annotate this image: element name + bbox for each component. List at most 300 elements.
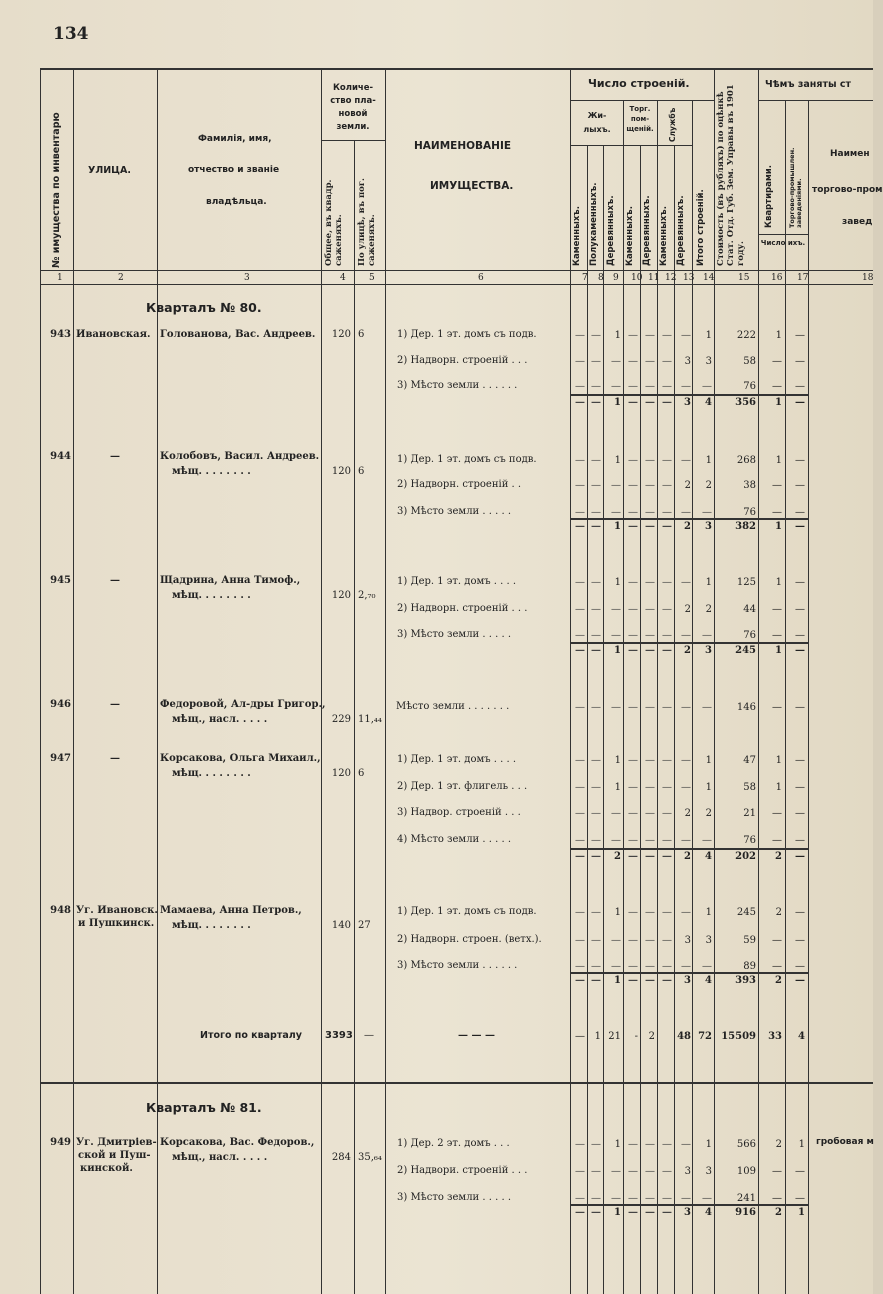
- column-number: 2: [118, 273, 124, 283]
- item-empty-dash: —: [628, 755, 638, 766]
- column-number: 11: [648, 273, 660, 283]
- item-empty-dash: —: [645, 702, 655, 713]
- subtotal-rule: [570, 972, 808, 974]
- property-item: 2) Надвори. строеній . . .: [397, 1165, 528, 1176]
- item-empty-dash: —: [662, 782, 672, 793]
- item-c17: —: [795, 397, 805, 408]
- item-empty-dash: —: [662, 577, 672, 588]
- item-empty-dash: —: [591, 755, 601, 766]
- item-empty-dash: —: [702, 1193, 712, 1204]
- item-empty-dash: —: [591, 782, 601, 793]
- item-empty-dash: —: [645, 397, 655, 408]
- item-empty-dash: —: [591, 521, 601, 532]
- item-empty-dash: —: [662, 507, 672, 518]
- owner-name: Голованова, Вас. Андреев.: [160, 329, 316, 340]
- item-c9: 1: [614, 782, 621, 793]
- item-empty-dash: —: [662, 645, 672, 656]
- item-empty-dash: —: [645, 1193, 655, 1204]
- column-number: 6: [478, 273, 484, 283]
- item-c14: 2: [705, 808, 712, 819]
- item-c16: 2: [775, 1207, 782, 1218]
- item-c14: 2: [705, 480, 712, 491]
- item-empty-dash: —: [591, 808, 601, 819]
- item-c14: 1: [705, 330, 712, 341]
- owner-front: 6: [358, 466, 365, 477]
- item-c15: 146: [736, 702, 756, 713]
- column-number: 8: [598, 273, 604, 283]
- item-empty-dash: —: [611, 961, 621, 972]
- item-empty-dash: —: [575, 835, 585, 846]
- header-stone-trade: Каменныхъ.: [625, 206, 635, 266]
- item-empty-dash: —: [681, 782, 691, 793]
- item-empty-dash: —: [645, 645, 655, 656]
- header-qty-l3: новой: [338, 109, 368, 119]
- item-empty-dash: —: [591, 1207, 601, 1218]
- column-number: 16: [771, 273, 783, 283]
- item-empty-dash: —: [591, 604, 601, 615]
- header-occupied: Чѣмъ заняты ст: [765, 79, 852, 90]
- item-c16: —: [772, 702, 782, 713]
- item-empty-dash: —: [575, 630, 585, 641]
- item-empty-dash: —: [645, 907, 655, 918]
- item-empty-dash: —: [645, 961, 655, 972]
- item-empty-dash: —: [611, 480, 621, 491]
- header-wood-living: Деревянныхъ.: [606, 195, 616, 266]
- item-empty-dash: —: [645, 507, 655, 518]
- item-empty-dash: —: [628, 1166, 638, 1177]
- item-c15: 21: [743, 808, 756, 819]
- item-empty-dash: —: [611, 935, 621, 946]
- subtotal-rule: [570, 518, 808, 520]
- header-qty-l2: ство пла-: [330, 96, 376, 106]
- item-c17: —: [795, 755, 805, 766]
- header-count: Число ихъ.: [760, 239, 806, 247]
- item-c17: —: [795, 381, 805, 392]
- item-c15: 393: [735, 975, 756, 986]
- owner-inventory-number: 949: [50, 1137, 71, 1148]
- column-number: 10: [631, 273, 643, 283]
- item-c16: 2: [775, 851, 782, 862]
- item-c14: 1: [705, 577, 712, 588]
- item-c16: 1: [775, 782, 782, 793]
- property-item: 2) Надворн. строеній . .: [397, 479, 522, 490]
- column-number: 18: [862, 273, 874, 283]
- item-c16: —: [772, 808, 782, 819]
- item-c9: 1: [614, 645, 621, 656]
- item-empty-dash: —: [645, 975, 655, 986]
- item-empty-dash: —: [591, 1193, 601, 1204]
- item-empty-dash: —: [645, 630, 655, 641]
- item-empty-dash: —: [575, 755, 585, 766]
- item-empty-dash: —: [681, 1139, 691, 1150]
- owner-street: —: [110, 699, 120, 710]
- item-empty-dash: —: [662, 521, 672, 532]
- item-empty-dash: —: [662, 381, 672, 392]
- item-c13: 2: [684, 521, 691, 532]
- owner-title: мѣщ., насл. . . . .: [172, 714, 268, 725]
- header-owner-l1: Фамилія, имя,: [198, 134, 272, 144]
- item-empty-dash: —: [645, 1139, 655, 1150]
- item-empty-dash: —: [628, 782, 638, 793]
- item-empty-dash: —: [702, 381, 712, 392]
- column-number: 13: [683, 273, 695, 283]
- item-c17: —: [795, 1193, 805, 1204]
- item-c17: —: [795, 782, 805, 793]
- item-c13: 3: [684, 1166, 691, 1177]
- property-item: 3) Мѣсто земли . . . . .: [397, 506, 511, 517]
- item-c13: 2: [684, 808, 691, 819]
- column-number: 5: [369, 273, 375, 283]
- item-c16: —: [772, 935, 782, 946]
- item-c15: 109: [736, 1166, 756, 1177]
- item-c14: 3: [705, 521, 712, 532]
- item-empty-dash: —: [645, 1207, 655, 1218]
- item-empty-dash: —: [611, 702, 621, 713]
- item-empty-dash: —: [645, 330, 655, 341]
- item-c17: —: [795, 577, 805, 588]
- item-c9: 1: [614, 1139, 621, 1150]
- item-empty-dash: —: [628, 480, 638, 491]
- item-c9: 2: [614, 851, 621, 862]
- item-c17: —: [795, 356, 805, 367]
- item-empty-dash: —: [702, 630, 712, 641]
- item-c16: 1: [775, 455, 782, 466]
- item-c17: —: [795, 907, 805, 918]
- item-c14: 1: [705, 1139, 712, 1150]
- item-c13: 3: [684, 397, 691, 408]
- item-empty-dash: —: [628, 907, 638, 918]
- header-property-l1: НАИМЕНОВАНІЕ: [414, 140, 512, 152]
- item-empty-dash: —: [628, 1139, 638, 1150]
- item-c17: —: [795, 1166, 805, 1177]
- item-c15: 356: [735, 397, 756, 408]
- quarter-total-front: —: [364, 1030, 374, 1041]
- property-item: 1) Дер. 1 эт. домъ съ подв.: [397, 906, 537, 917]
- owner-area: 120: [331, 590, 351, 601]
- property-item: 1) Дер. 1 эт. домъ съ подв.: [397, 454, 537, 465]
- item-c14: 3: [705, 1166, 712, 1177]
- item-empty-dash: —: [575, 356, 585, 367]
- header-col18-l3: завед: [842, 217, 873, 227]
- item-empty-dash: —: [681, 907, 691, 918]
- item-c17: —: [795, 851, 805, 862]
- item-empty-dash: —: [662, 604, 672, 615]
- quarter-total-area: 3393: [325, 1030, 353, 1041]
- item-c14: 3: [705, 356, 712, 367]
- item-c17: —: [795, 455, 805, 466]
- item-empty-dash: —: [662, 1193, 672, 1204]
- item-c17: —: [795, 835, 805, 846]
- item-empty-dash: —: [591, 356, 601, 367]
- header-trade-l3: щеній.: [626, 125, 654, 133]
- item-empty-dash: —: [662, 356, 672, 367]
- header-trade-enterprises: Торгово-промышлен. заведеніями.: [788, 147, 804, 228]
- owner-title: мѣщ. . . . . . . .: [172, 920, 251, 931]
- quarter-title: Кварталъ № 81.: [146, 1100, 262, 1115]
- item-empty-dash: —: [575, 521, 585, 532]
- item-c17: —: [795, 975, 805, 986]
- item-c16: —: [772, 630, 782, 641]
- owner-area: 120: [331, 329, 351, 340]
- item-empty-dash: —: [591, 630, 601, 641]
- item-c9: 1: [614, 577, 621, 588]
- quarter-total-label: Итого по кварталу: [200, 1030, 302, 1041]
- item-c15: 245: [736, 907, 756, 918]
- quarter-total-c11: 2: [648, 1031, 655, 1042]
- column-number: 14: [703, 273, 715, 283]
- item-empty-dash: —: [575, 1193, 585, 1204]
- item-empty-dash: —: [628, 1193, 638, 1204]
- item-empty-dash: —: [662, 961, 672, 972]
- item-c9: 1: [614, 1207, 621, 1218]
- item-empty-dash: —: [681, 630, 691, 641]
- property-item: 2) Надворн. строен. (ветх.).: [397, 934, 542, 945]
- quarter-total-c15: 15509: [721, 1031, 756, 1042]
- item-empty-dash: —: [611, 604, 621, 615]
- page-number: 134: [53, 24, 89, 44]
- item-empty-dash: —: [575, 577, 585, 588]
- header-property-l2: ИМУЩЕСТВА.: [430, 180, 514, 192]
- item-empty-dash: —: [645, 935, 655, 946]
- owner-inventory-number: 943: [50, 329, 71, 340]
- item-c15: 245: [735, 645, 756, 656]
- header-trade-l1: Торг.: [629, 105, 651, 113]
- item-empty-dash: —: [591, 645, 601, 656]
- item-c9: 1: [614, 397, 621, 408]
- item-empty-dash: —: [628, 935, 638, 946]
- owner-title: мѣщ. . . . . . . .: [172, 768, 251, 779]
- item-c15: 566: [736, 1139, 756, 1150]
- item-empty-dash: —: [702, 702, 712, 713]
- item-c16: 2: [775, 975, 782, 986]
- owner-front: 6: [358, 329, 365, 340]
- item-empty-dash: —: [575, 455, 585, 466]
- item-empty-dash: —: [681, 961, 691, 972]
- quarter-title: Кварталъ № 80.: [146, 300, 262, 315]
- owner-street: —: [110, 753, 120, 764]
- owner-front: 11,₄₄: [358, 714, 382, 725]
- item-empty-dash: —: [591, 961, 601, 972]
- item-empty-dash: —: [575, 1166, 585, 1177]
- item-empty-dash: —: [662, 851, 672, 862]
- quarter-total-c17: 4: [798, 1031, 805, 1042]
- item-c17: —: [795, 935, 805, 946]
- item-empty-dash: —: [591, 577, 601, 588]
- item-empty-dash: —: [575, 851, 585, 862]
- item-empty-dash: —: [591, 851, 601, 862]
- item-c17: —: [795, 808, 805, 819]
- owner-street-line3: кинской.: [80, 1163, 133, 1174]
- header-col18-l2: торгово-пром: [812, 185, 883, 195]
- item-empty-dash: —: [628, 702, 638, 713]
- item-c17: —: [795, 480, 805, 491]
- item-c13: 3: [684, 975, 691, 986]
- property-item: 4) Мѣсто земли . . . . .: [397, 834, 511, 845]
- item-empty-dash: —: [628, 1207, 638, 1218]
- owner-area: 284: [331, 1152, 351, 1163]
- header-inventory-number: № имущества по инвентарю: [51, 112, 62, 268]
- owner-name: Мамаева, Анна Петров.,: [160, 905, 302, 916]
- item-c16: —: [772, 1193, 782, 1204]
- item-empty-dash: —: [628, 330, 638, 341]
- item-empty-dash: —: [611, 808, 621, 819]
- item-empty-dash: —: [591, 455, 601, 466]
- item-c13: 2: [684, 645, 691, 656]
- item-c15: 59: [743, 935, 756, 946]
- item-empty-dash: —: [628, 521, 638, 532]
- item-c17: —: [795, 961, 805, 972]
- item-c15: 76: [743, 835, 756, 846]
- item-empty-dash: —: [662, 808, 672, 819]
- item-empty-dash: —: [575, 935, 585, 946]
- item-c15: 89: [743, 961, 756, 972]
- item-c15: 76: [743, 630, 756, 641]
- item-empty-dash: —: [591, 702, 601, 713]
- item-c16: 1: [775, 330, 782, 341]
- item-empty-dash: —: [662, 702, 672, 713]
- item-empty-dash: —: [662, 480, 672, 491]
- property-item: 1) Дер. 2 эт. домъ . . .: [397, 1138, 510, 1149]
- item-empty-dash: —: [611, 1193, 621, 1204]
- owner-area: 120: [331, 768, 351, 779]
- item-empty-dash: —: [681, 507, 691, 518]
- column-number: 1: [57, 273, 63, 283]
- item-c16: 1: [775, 397, 782, 408]
- header-owner-l3: владѣльца.: [206, 197, 267, 207]
- item-empty-dash: —: [611, 381, 621, 392]
- item-empty-dash: —: [628, 961, 638, 972]
- property-item: 2) Дер. 1 эт. флигель . . .: [397, 781, 528, 792]
- item-empty-dash: —: [662, 935, 672, 946]
- item-empty-dash: —: [681, 330, 691, 341]
- item-empty-dash: —: [591, 975, 601, 986]
- item-empty-dash: —: [662, 1166, 672, 1177]
- header-street-front: По улицѣ, въ пог. саженяхъ.: [357, 177, 377, 266]
- property-item: 1) Дер. 1 эт. домъ . . . .: [397, 576, 517, 587]
- item-c14: 4: [705, 1207, 712, 1218]
- item-empty-dash: —: [702, 835, 712, 846]
- header-wood-trade: Деревянныхъ.: [642, 195, 652, 266]
- item-empty-dash: —: [628, 808, 638, 819]
- item-empty-dash: —: [591, 935, 601, 946]
- item-empty-dash: —: [575, 975, 585, 986]
- owner-street: —: [110, 575, 120, 586]
- item-c9: 1: [614, 975, 621, 986]
- item-empty-dash: —: [662, 330, 672, 341]
- owner-name: Корсакова, Вас. Федоров.,: [160, 1137, 315, 1148]
- header-total-area: Общее, въ квадр. саженяхъ.: [324, 179, 344, 266]
- item-empty-dash: —: [628, 356, 638, 367]
- item-c14: 4: [705, 397, 712, 408]
- owner-street: Ивановская.: [76, 329, 151, 340]
- item-empty-dash: —: [575, 1139, 585, 1150]
- owner-title: мѣщ. . . . . . . .: [172, 590, 251, 601]
- item-empty-dash: —: [575, 397, 585, 408]
- item-c15: 916: [735, 1207, 756, 1218]
- item-empty-dash: —: [645, 381, 655, 392]
- column-number: 7: [582, 273, 588, 283]
- item-empty-dash: —: [591, 330, 601, 341]
- item-c16: —: [772, 480, 782, 491]
- column-number: 17: [797, 273, 809, 283]
- item-c13: 2: [684, 480, 691, 491]
- item-empty-dash: —: [702, 507, 712, 518]
- item-c14: 1: [705, 455, 712, 466]
- item-c14: 4: [705, 851, 712, 862]
- item-empty-dash: —: [628, 455, 638, 466]
- owner-area: 120: [331, 466, 351, 477]
- item-empty-dash: —: [628, 577, 638, 588]
- item-c14: 3: [705, 935, 712, 946]
- property-item: 3) Мѣсто земли . . . . .: [397, 629, 511, 640]
- header-apartments: Квартирами.: [764, 165, 774, 228]
- property-item: 3) Мѣсто земли . . . . .: [397, 1192, 511, 1203]
- item-empty-dash: —: [662, 1207, 672, 1218]
- owner-front: 2,₇₀: [358, 590, 376, 601]
- item-c16: —: [772, 961, 782, 972]
- item-c17: —: [795, 645, 805, 656]
- item-c14: 1: [705, 782, 712, 793]
- owner-area: 140: [331, 920, 351, 931]
- item-c16: —: [772, 381, 782, 392]
- item-empty-dash: —: [611, 1166, 621, 1177]
- item-c17: —: [795, 702, 805, 713]
- item-c9: 1: [614, 755, 621, 766]
- owner-title: мѣщ. . . . . . . .: [172, 466, 251, 477]
- owner-name: Щадрина, Анна Тимоф.,: [160, 575, 301, 586]
- item-empty-dash: —: [681, 455, 691, 466]
- subtotal-rule: [570, 848, 808, 850]
- item-empty-dash: —: [681, 835, 691, 846]
- owner-inventory-number: 946: [50, 699, 71, 710]
- item-c15: 382: [735, 521, 756, 532]
- property-item: 3) Надвор. строеній . . .: [397, 807, 521, 818]
- item-empty-dash: —: [645, 782, 655, 793]
- property-item: 1) Дер. 1 эт. домъ съ подв.: [397, 329, 537, 340]
- item-empty-dash: —: [575, 381, 585, 392]
- item-c16: 2: [775, 907, 782, 918]
- item-c17: —: [795, 604, 805, 615]
- subtotal-rule: [570, 642, 808, 644]
- item-c15: 241: [736, 1193, 756, 1204]
- column-number: 12: [665, 273, 677, 283]
- item-empty-dash: —: [645, 455, 655, 466]
- item-empty-dash: —: [681, 577, 691, 588]
- owner-street-line2: ской и Пуш-: [78, 1150, 151, 1161]
- subtotal-rule: [570, 1204, 808, 1206]
- item-empty-dash: —: [662, 835, 672, 846]
- header-trade-l2: пом-: [630, 115, 650, 123]
- item-empty-dash: —: [645, 851, 655, 862]
- subtotal-rule: [570, 394, 808, 396]
- item-empty-dash: —: [681, 1193, 691, 1204]
- header-value: Стоимость (въ рубляхъ) по оцѣнкѣ Стат. Отд. Губ. Зем. Управы въ 1901 году.: [716, 84, 746, 266]
- item-empty-dash: —: [645, 480, 655, 491]
- item-c16: 1: [775, 521, 782, 532]
- item-empty-dash: —: [575, 604, 585, 615]
- item-empty-dash: —: [575, 782, 585, 793]
- col18-enterprise-name: гробовая м: [816, 1137, 874, 1147]
- item-c16: 1: [775, 755, 782, 766]
- header-living-l2: лыхъ.: [583, 125, 611, 134]
- item-empty-dash: —: [575, 808, 585, 819]
- owner-inventory-number: 944: [50, 451, 71, 462]
- owner-name: Колобовъ, Васил. Андреев.: [160, 451, 320, 462]
- item-c15: 76: [743, 507, 756, 518]
- property-item: Мѣсто земли . . . . . . .: [396, 701, 510, 712]
- item-empty-dash: —: [575, 480, 585, 491]
- item-empty-dash: —: [575, 1207, 585, 1218]
